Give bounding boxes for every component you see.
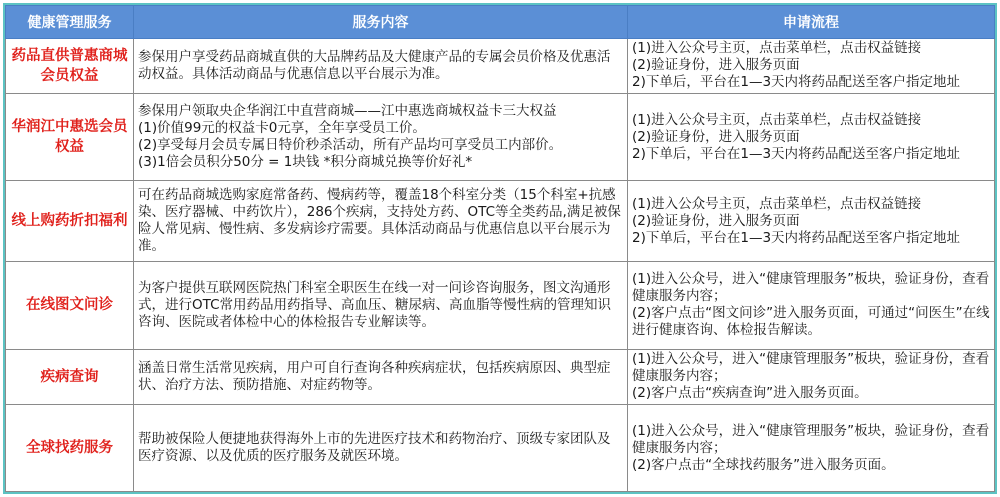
service-name: 在线图文问诊 [6, 261, 134, 349]
content-line: (1)价值99元的权益卡0元享，全年享受员工价。 [138, 120, 426, 137]
flow-step: 2)下单后，平台在1—3天内将药品配送至客户指定地址 [632, 74, 961, 91]
apply-flow [628, 349, 995, 405]
flow-step: (2)验证身份，进入服务页面 [632, 212, 800, 229]
service-table-frame [3, 3, 997, 494]
header-service-content: 服务内容 [134, 6, 628, 39]
service-content: 涵盖日常生活常见疾病，用户可自行查询各种疾病症状，包括疾病原因、典型症状、治疗方法、预防措施、对症药物等。 [134, 349, 628, 405]
apply-flow [628, 181, 995, 261]
table-row [6, 349, 995, 405]
service-name: 药品直供普惠商城会员权益 [6, 39, 134, 94]
health-service-table [5, 5, 995, 492]
table-header-row [6, 6, 995, 39]
flow-step: (1)进入公众号主页，点击菜单栏，点击权益链接 [632, 195, 922, 212]
service-content: 为客户提供互联网医院热门科室全职医生在线一对一问诊咨询服务，图文沟通形式，进行OTC常用药品用药指导、高血压、糖尿病、高血脂等慢性病的管理知识咨询、医院或者体检中心的体检报告专业解读等。 [134, 261, 628, 349]
header-apply-flow: 申请流程 [628, 6, 995, 39]
service-content: 可在药品商城选购家庭常备药、慢病药等，覆盖18个科室分类（15个科室+抗感染、医疗器械、中药饮片），286个疾病，支持处方药、OTC等全类药品,满足被保险人常见病、慢性病、多发病诊疗需要。具体活动商品与优惠信息以平台展示为准。 [134, 181, 628, 261]
flow-step: 2)下单后，平台在1—3天内将药品配送至客户指定地址 [632, 229, 961, 246]
flow-step: (2)客户点击“全球找药服务”进入服务页面。 [632, 456, 895, 473]
apply-flow [628, 93, 995, 181]
content-line: (2)享受每月会员专属日特价秒杀活动，所有产品均可享受员工内部价。 [138, 137, 563, 154]
service-name: 疾病查询 [6, 349, 134, 405]
header-service-name: 健康管理服务 [6, 6, 134, 39]
table-row [6, 181, 995, 261]
flow-step: (1)进入公众号，进入“健康管理服务”板块，验证身份，查看健康服务内容； [632, 422, 990, 456]
service-name: 线上购药折扣福利 [6, 181, 134, 261]
flow-step: (2)客户点击“图文问诊”进入服务页面，可通过“问医生”在线进行健康咨询、体检报告解读。 [632, 305, 990, 339]
service-name: 全球找药服务 [6, 405, 134, 492]
service-content: 帮助被保险人便捷地获得海外上市的先进医疗技术和药物治疗、顶级专家团队及医疗资源、以及优质的医疗服务及就医环境。 [134, 405, 628, 492]
table-row [6, 39, 995, 94]
table-row [6, 261, 995, 349]
flow-step: (2)验证身份，进入服务页面 [632, 128, 800, 145]
flow-step: 2)下单后，平台在1—3天内将药品配送至客户指定地址 [632, 145, 961, 162]
content-line: 参保用户领取央企华润江中直营商城——江中惠选商城权益卡三大权益 [138, 103, 557, 120]
table-row [6, 405, 995, 492]
service-content [134, 93, 628, 181]
flow-step: (1)进入公众号主页，点击菜单栏，点击权益链接 [632, 40, 922, 57]
apply-flow [628, 261, 995, 349]
service-content: 参保用户享受药品商城直供的大品牌药品及大健康产品的专属会员价格及优惠活动权益。具体活动商品与优惠信息以平台展示为准。 [134, 39, 628, 94]
flow-step: (1)进入公众号，进入“健康管理服务”板块，验证身份，查看健康服务内容； [632, 351, 990, 385]
table-row [6, 93, 995, 181]
service-name: 华润江中惠选会员权益 [6, 93, 134, 181]
flow-step: (2)验证身份，进入服务页面 [632, 57, 800, 74]
content-line: (3)1倍会员积分50分 = 1块钱 *积分商城兑换等价好礼* [138, 154, 473, 171]
flow-step: (1)进入公众号主页，点击菜单栏，点击权益链接 [632, 111, 922, 128]
flow-step: (2)客户点击“疾病查询”进入服务页面。 [632, 385, 868, 402]
flow-step: (1)进入公众号，进入“健康管理服务”板块，验证身份，查看健康服务内容； [632, 271, 990, 305]
apply-flow [628, 39, 995, 94]
apply-flow [628, 405, 995, 492]
